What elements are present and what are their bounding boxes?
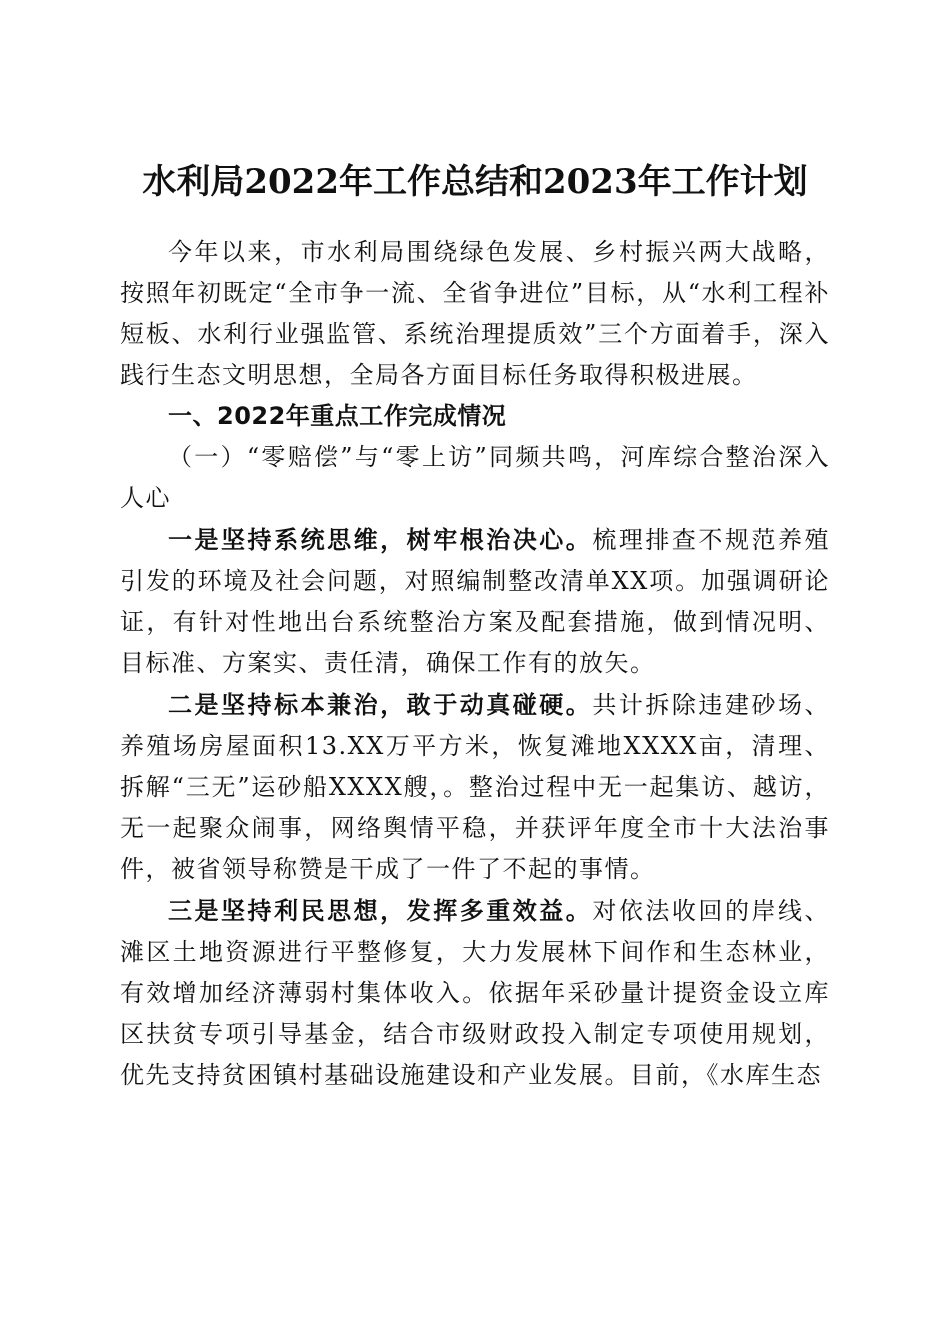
point-paragraph-2 — [120, 684, 830, 890]
point-lead-1: 一是坚持系统思维，树牢根治决心。 — [168, 525, 593, 554]
point-paragraph-1 — [120, 519, 830, 684]
point-text-3: 对依法收回的岸线、滩区土地资源进行平整修复，大力发展林下间作和生态林业，有效增加经济薄弱村集体收入。依据年采砂量计提资金设立库区扶贫专项引导基金，结合市级财政投入制定专项使用规划，优先支持贫困镇村基础设施建设和产业发展。目前，《水库生态 — [120, 897, 831, 1089]
intro-paragraph: 今年以来，市水利局围绕绿色发展、乡村振兴两大战略，按照年初既定“全市争一流、全省争进位”目标，从“水利工程补短板、水利行业强监管、系统治理提质效”三个方面着手，深入践行生态文明思想，全局各方面目标任务取得积极进展。 — [120, 238, 830, 389]
point-lead-2: 二是坚持标本兼治，敢于动真碰硬。 — [168, 690, 593, 719]
subsection-heading: （一）“零赔偿”与“零上访”同频共鸣，河库综合整治深入人心 — [120, 443, 830, 512]
point-text-1: 梳理排查不规范养殖引发的环境及社会问题，对照编制整改清单XX项。加强调研论证，有针对性地出台系统整治方案及配套措施，做到情况明、目标准、方案实、责任清，确保工作有的放矢。 — [120, 526, 831, 677]
document-body — [120, 232, 830, 1096]
point-paragraph-3 — [120, 890, 830, 1096]
document-title: 水利局2022年工作总结和2023年工作计划 — [142, 161, 808, 202]
section-heading: 一、2022年重点工作完成情况 — [168, 402, 507, 430]
point-text-2: 共计拆除违建砂场、养殖场房屋面积13.XX万平方米，恢复滩地XXXX亩，清理、拆解“三无”运砂船XXXX艘，。整治过程中无一起集访、越访，无一起聚众闹事，网络舆情平稳，并获评年度全市十大法治事件，被省领导称赞是干成了一件了不起的事情。 — [120, 691, 831, 883]
point-lead-3: 三是坚持利民思想，发挥多重效益。 — [168, 896, 593, 925]
